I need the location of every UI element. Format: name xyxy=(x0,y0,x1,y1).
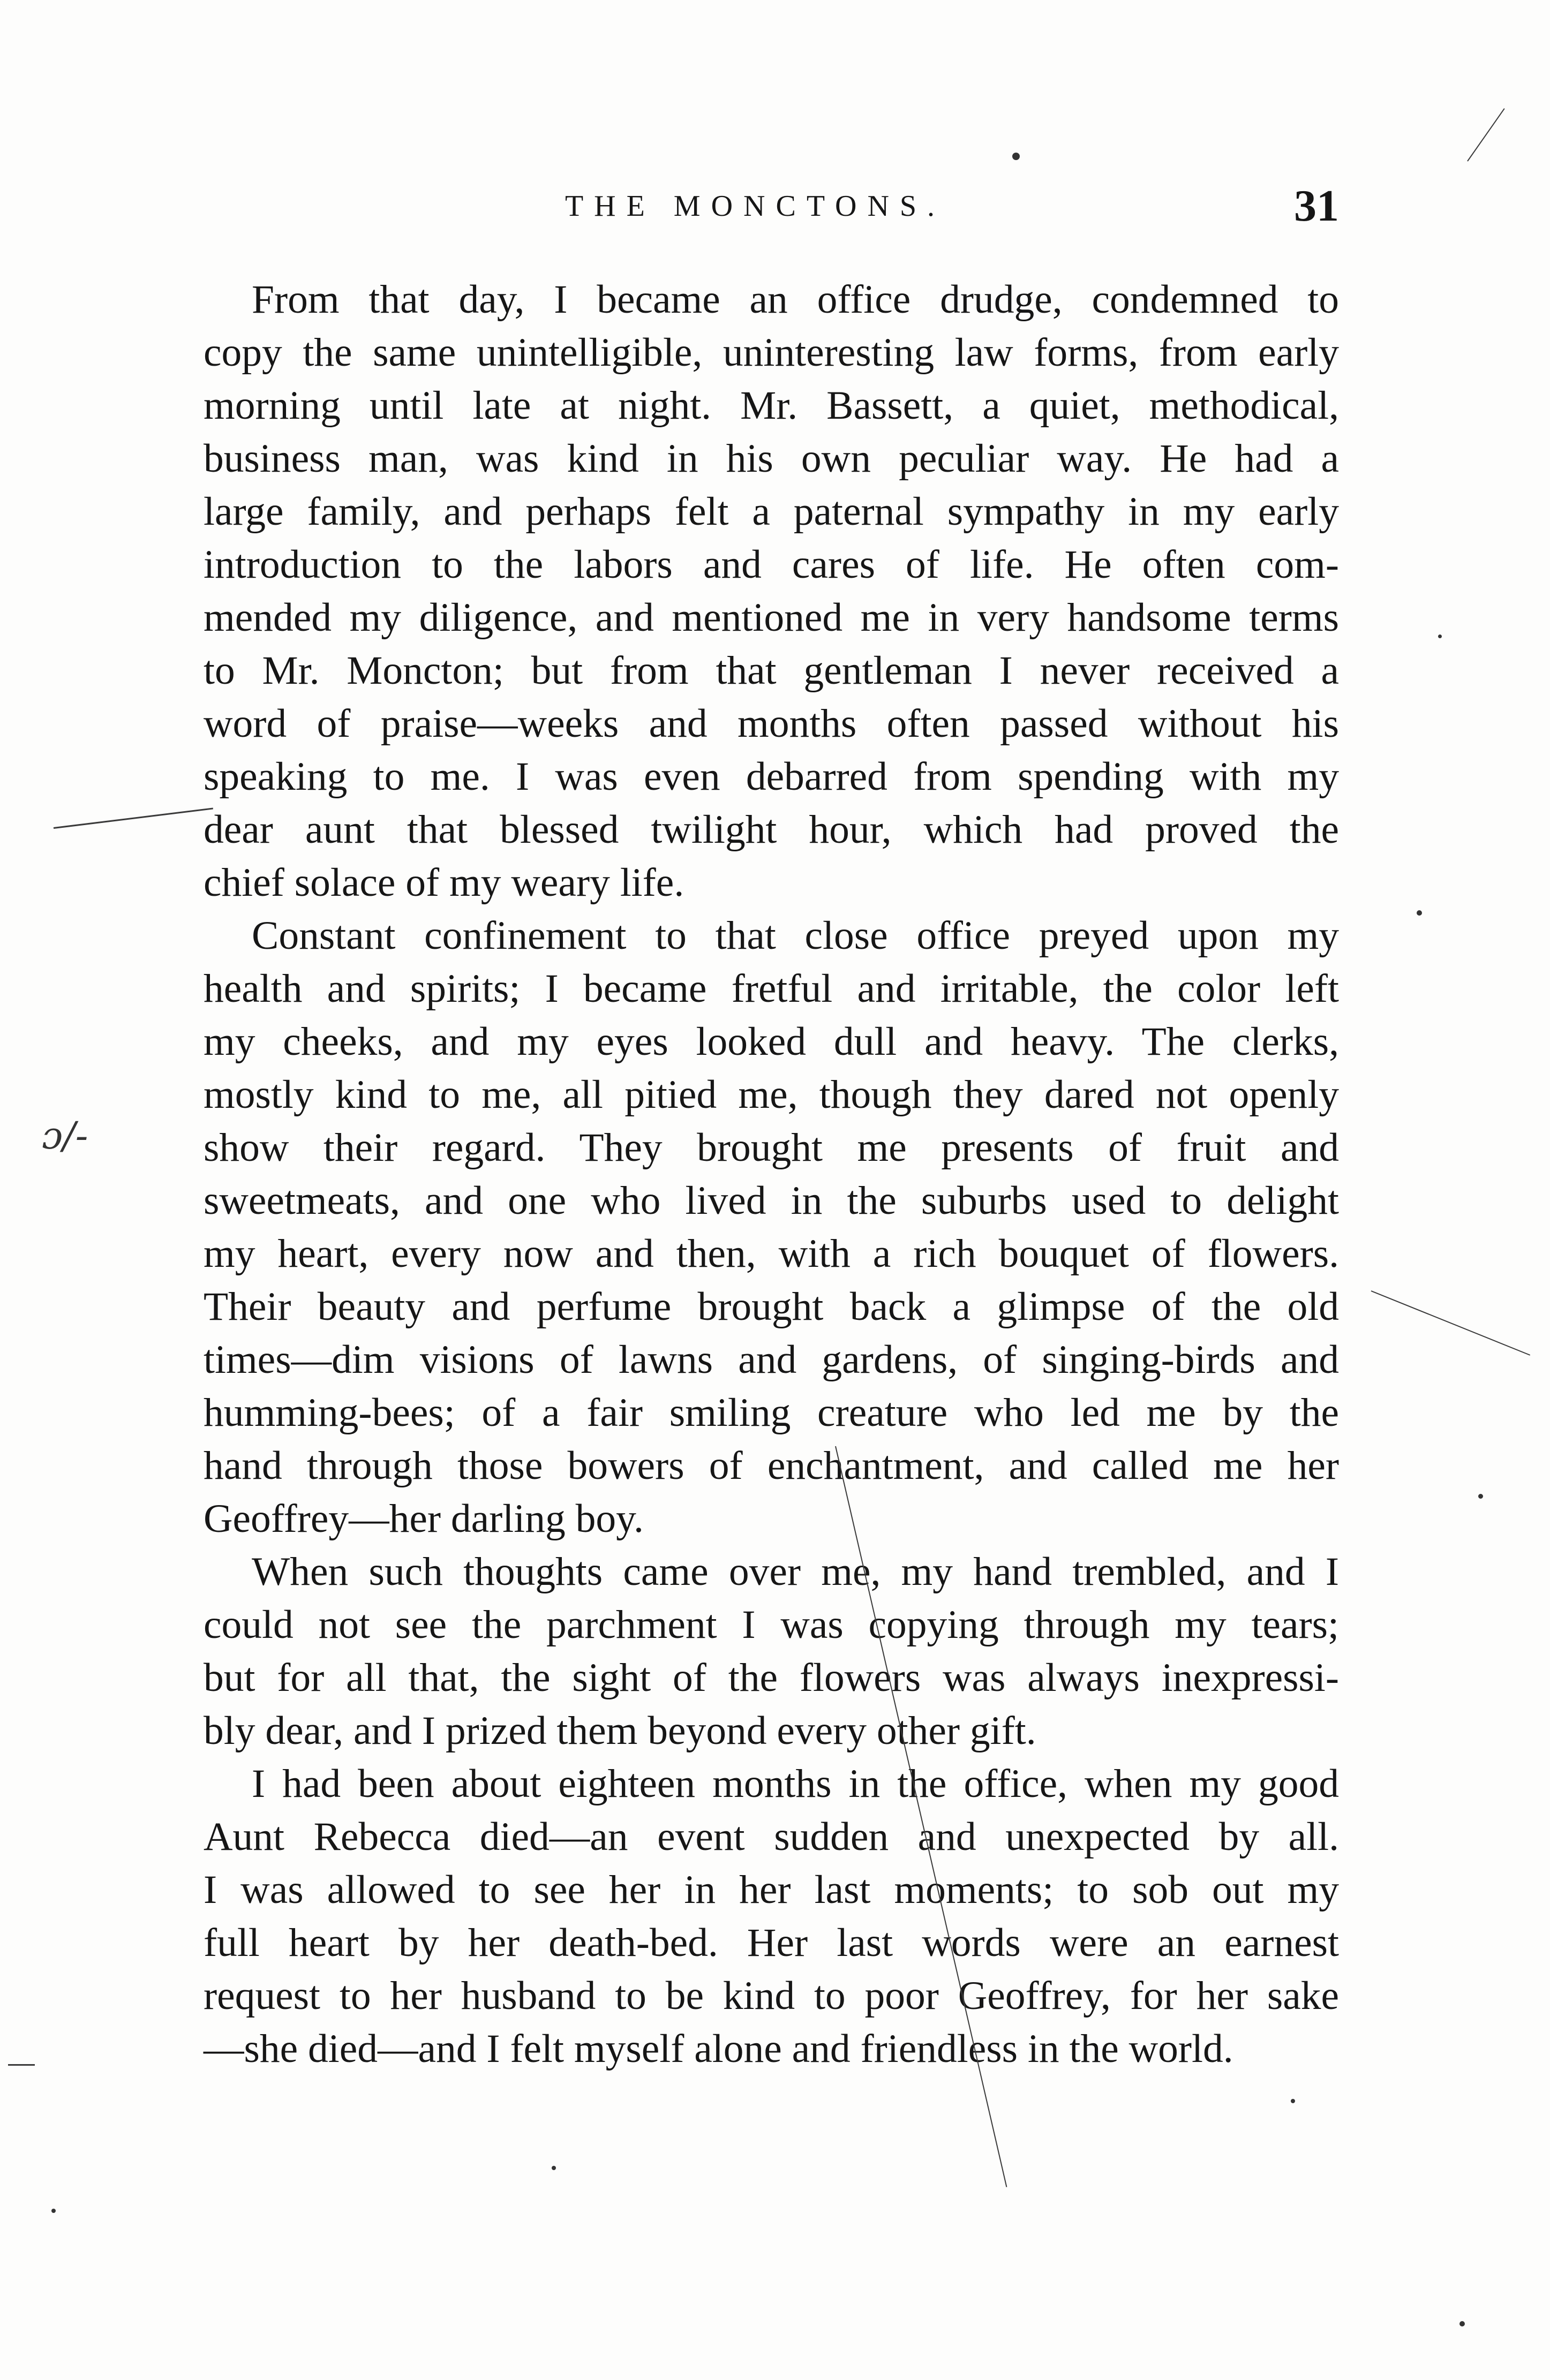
text-line: dear aunt that blessed twilight hour, which had proved the xyxy=(204,807,1339,852)
text-line: mostly kind to me, all pitied me, though they dared not openly xyxy=(204,1072,1339,1117)
text-line: business man, was kind in his own peculiar way. He had a xyxy=(204,436,1339,481)
body-text xyxy=(204,273,1339,2075)
ink-speck xyxy=(1478,1494,1483,1499)
text-line: Geoffrey—her darling boy. xyxy=(204,1497,644,1541)
text-line: request to her husband to be kind to poor Geoffrey, for her sake xyxy=(204,1974,1339,2018)
paragraph-4 xyxy=(204,1757,1339,2075)
text-line: mended my diligence, and mentioned me in very handsome terms xyxy=(204,595,1339,640)
stray-pen-stroke xyxy=(1467,108,1504,161)
text-line: my cheeks, and my eyes looked dull and heavy. The clerks, xyxy=(204,1019,1339,1064)
text-line: —she died—and I felt myself alone and friendless in the world. xyxy=(204,2027,1233,2071)
text-line: word of praise—weeks and months often passed without his xyxy=(204,701,1339,746)
text-line: my heart, every now and then, with a rich bouquet of flowers. xyxy=(204,1231,1339,1276)
ink-speck xyxy=(1417,910,1422,916)
text-line: show their regard. They brought me presents of fruit and xyxy=(204,1125,1339,1170)
ink-speck xyxy=(552,2166,556,2170)
text-line: I was allowed to see her in her last moments; to sob out my xyxy=(204,1868,1339,1912)
text-line: speaking to me. I was even debarred from spending with my xyxy=(204,754,1339,799)
text-line: Aunt Rebecca died—an event sudden and unexpected by all. xyxy=(204,1815,1339,1859)
text-line: Their beauty and perfume brought back a glimpse of the old xyxy=(204,1285,1339,1329)
text-line: bly dear, and I prized them beyond every other gift. xyxy=(204,1709,1036,1753)
ink-speck xyxy=(1438,634,1442,638)
text-line: chief solace of my weary life. xyxy=(204,860,684,905)
text-line: but for all that, the sight of the flowers was always inexpressi- xyxy=(204,1656,1339,1700)
text-line: I had been about eighteen months in the office, when my good xyxy=(252,1762,1339,1806)
stray-pen-stroke xyxy=(8,2064,35,2066)
paragraph-1 xyxy=(204,273,1339,909)
text-line: times—dim visions of lawns and gardens, of singing-birds and xyxy=(204,1338,1339,1382)
margin-annotation: ɔ/- xyxy=(42,1114,88,1158)
page-number: 31 xyxy=(1294,181,1339,231)
text-line: hand through those bowers of enchantment, and called me her xyxy=(204,1444,1339,1488)
running-head xyxy=(204,177,1339,236)
ink-speck xyxy=(1459,2321,1465,2326)
text-line: health and spirits; I became fretful and irritable, the color left xyxy=(204,966,1339,1011)
stray-pen-stroke xyxy=(1371,1290,1530,1356)
text-line: When such thoughts came over me, my hand trembled, and I xyxy=(252,1550,1339,1594)
text-line: morning until late at night. Mr. Bassett, a quiet, methodical, xyxy=(204,383,1339,428)
text-line: introduction to the labors and cares of life. He often com- xyxy=(204,542,1339,587)
ink-speck xyxy=(1012,153,1020,160)
text-line: copy the same unintelligible, uninteresting law forms, from early xyxy=(204,330,1339,375)
running-title: THE MONCTONS. xyxy=(565,190,946,223)
paragraph-2 xyxy=(204,909,1339,1545)
text-line: full heart by her death-bed. Her last words were an earnest xyxy=(204,1921,1339,1965)
ink-speck xyxy=(1291,2099,1295,2103)
paragraph-3 xyxy=(204,1545,1339,1757)
text-line: From that day, I became an office drudge, condemned to xyxy=(252,277,1339,322)
text-line: large family, and perhaps felt a paternal sympathy in my early xyxy=(204,489,1339,534)
text-line: Constant confinement to that close office preyed upon my xyxy=(252,913,1339,958)
text-line: sweetmeats, and one who lived in the suburbs used to delight xyxy=(204,1178,1339,1223)
text-line: could not see the parchment I was copying through my tears; xyxy=(204,1603,1339,1647)
text-line: to Mr. Moncton; but from that gentleman I never received a xyxy=(204,648,1339,693)
ink-speck xyxy=(51,2209,56,2213)
text-line: humming-bees; of a fair smiling creature who led me by the xyxy=(204,1391,1339,1435)
stray-pen-stroke xyxy=(54,807,213,829)
